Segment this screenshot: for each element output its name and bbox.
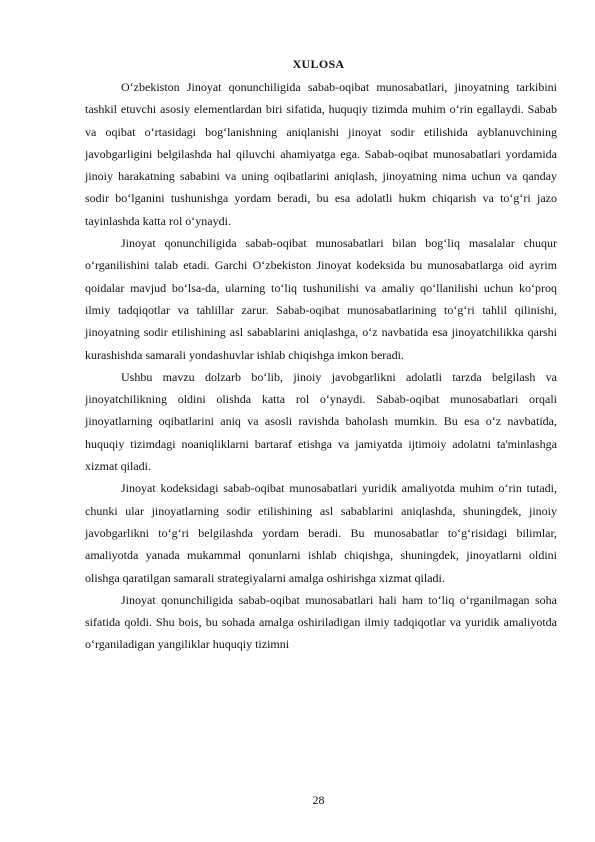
paragraph-2: Jinoyat qonunchiligida sabab-oqibat munosabatlari bilan bog‘liq masalalar chuqur o‘rganilishini talab etadi. Garchi O‘zbekiston Jinoyat kodeksida bu munosabatlarga oid ayrim qoidalar mavjud bo‘lsa-da, ularning to‘liq tushunilishi va amaliy qo‘llanilishi uchun ko‘proq ilmiy tadqiqotlar va tahlillar zarur. Sabab-oqibat munosabatlarining to‘g‘ri tahlil qilinishi, jinoyatning sodir etilishining asl sabablarini aniqlashga, o‘z navbatida esa jinoyatchilikka qarshi kurashishda samarali yondashuvlar ishlab chiqishga imkon beradi. [85,236,557,362]
paragraph-1: O‘zbekiston Jinoyat qonunchiligida sabab-oqibat munosabatlari, jinoyatning tarkibini tashkil etuvchi asosiy elementlardan biri sifatida, huquqiy tizimda muhim o‘rin egallaydi. Sabab va oqibat o‘rtasidagi bog‘lanishning aniqlanishi jinoyat sodir etilishida ayblanuvchining javobgarligini belgilashda hal qiluvchi ahamiyatga ega. Sabab-oqibat munosabatlari yordamida jinoiy harakatning sababini va uning oqibatlarini aniqlash, jinoyatning nima uchun va qanday sodir bo‘lganini tushunishga yordam beradi, bu esa adolatli hukm chiqarish va to‘g‘ri jazo tayinlashda katta rol o‘ynaydi. [85,80,557,228]
paragraph-3: Ushbu mavzu dolzarb bo‘lib, jinoiy javobgarlikni adolatli tarzda belgilash va jinoyatchilikning oldini olishda katta rol o‘ynaydi. Sabab-oqibat munosabatlari orqali jinoyatlarning oqibatlarini aniq va asosli ravishda baholash mumkin. Bu esa o‘z navbatida, huquqiy tizimdagi noaniqliklarni bartaraf etishga va jamiyatda ijtimoiy adolatni ta'minlashga xizmat qiladi. [85,369,557,474]
paragraph-5: Jinoyat qonunchiligida sabab-oqibat munosabatlari hali ham to‘liq o‘rganilmagan soha sifatida qoldi. Shu bois, bu sohada amalga oshiriladigan ilmiy tadqiqotlar va yuridik amaliyotda o‘rganiladigan yangiliklar huquqiy tizimni [85,592,557,652]
paragraph-4: Jinoyat kodeksidagi sabab-oqibat munosabatlari yuridik amaliyotda muhim o‘rin tutadi, chunki ular jinoyatlarning sodir etilishining asl sabablarini aniqlashda, shuningdek, jinoiy javobgarlikni to‘g‘ri belgilashda yordam beradi. Bu munosabatlar to‘g‘risidagi bilimlar, amaliyotda yanada mukammal qonunlarni ishlab chiqishga, shuningdek, jinoyatlarni oldini olishga qaratilgan samarali strategiyalarni amalga oshirishga xizmat qiladi. [85,481,557,585]
body-text [85,76,557,656]
page-number: 28 [312,793,325,807]
page-title: XULOSA [292,57,345,71]
